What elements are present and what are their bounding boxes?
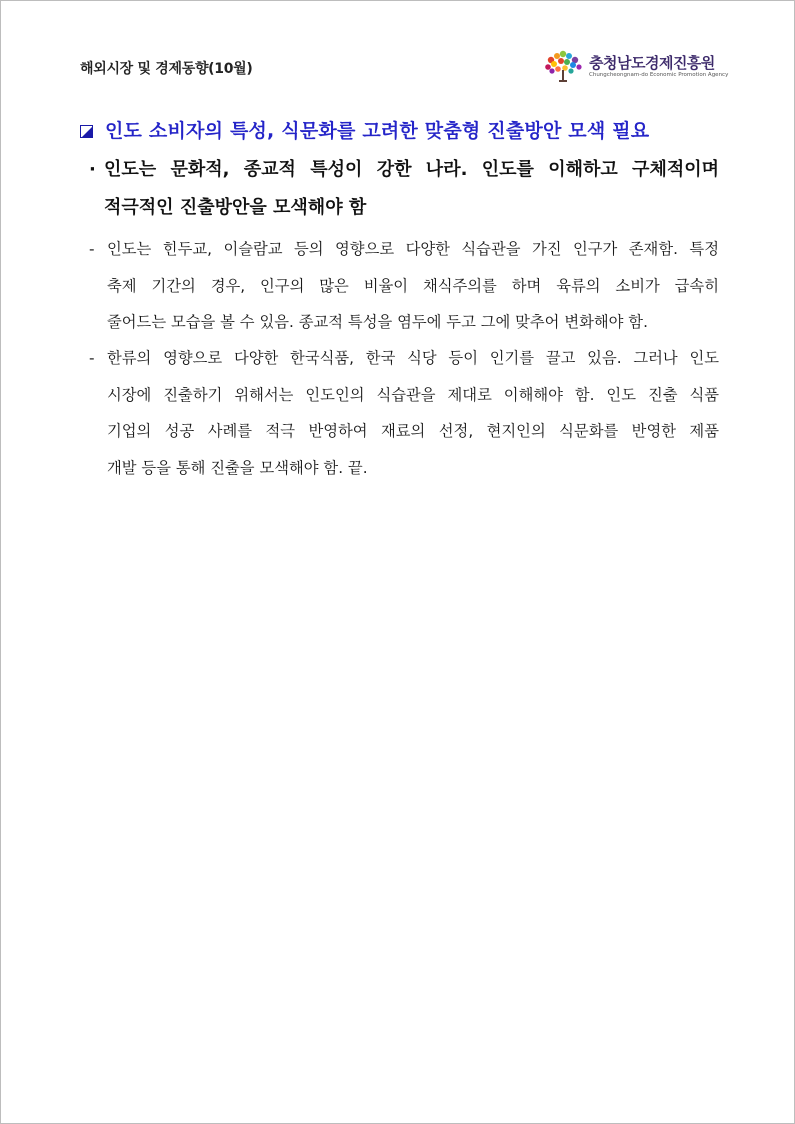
- agency-logo: [543, 50, 728, 84]
- bullet-line: 적극적인 진출방안을 모색해야 함: [104, 197, 367, 218]
- dash-mark: -: [89, 240, 95, 258]
- detail-line: 개발 등을 통해 진출을 모색해야 함. 끝.: [107, 458, 368, 477]
- bullet-line: [89, 155, 719, 193]
- logo-name: 충청남도경제진흥원: [589, 54, 715, 72]
- blue-square-triangle-icon: [80, 125, 93, 138]
- detail-line: 축제 기간의 경우, 인구의 많은 비율이 채식주의를 하며 육류의 소비가 급속히: [107, 276, 719, 295]
- detail-line: 시장에 진출하기 위해서는 인도인의 식습관을 제대로 이해해야 함. 인도 진출 식품: [107, 385, 719, 404]
- detail-line: [89, 346, 719, 383]
- detail-point-2: [89, 346, 719, 492]
- bullet-dot: ·: [89, 159, 96, 180]
- detail-line: [89, 237, 719, 274]
- bullet-text: 인도는 문화적, 종교적 특성이 강한 나라. 인도를 이해하고 구체적이며: [104, 159, 719, 180]
- logo-subtitle: Chungcheongnam-do Economic Promotion Agency: [589, 72, 729, 78]
- bullet-summary: [89, 155, 719, 231]
- detail-text: 인도는 힌두교, 이슬람교 등의 영향으로 다양한 식습관을 가진 인구가 존재함. 특정: [107, 240, 719, 258]
- section-heading-text: 인도 소비자의 특성, 식문화를 고려한 맞춤형 진출방안 모색 필요: [105, 120, 650, 142]
- dash-mark: -: [89, 349, 95, 367]
- flower-cluster-logo-icon: [543, 50, 585, 82]
- detail-text: 한류의 영향으로 다양한 한국식품, 한국 식당 등이 인기를 끌고 있음. 그러나 인도: [107, 349, 719, 367]
- detail-line: 줄어드는 모습을 볼 수 있음. 종교적 특성을 염두에 두고 그에 맞추어 변화해야 함.: [107, 313, 648, 331]
- detail-point-1: [89, 237, 719, 347]
- header-title: 해외시장 및 경제동향(10월): [80, 61, 253, 77]
- section-heading: [80, 116, 740, 143]
- detail-line: 기업의 성공 사례를 적극 반영하여 재료의 선정, 현지인의 식문화를 반영한 제품: [107, 422, 719, 440]
